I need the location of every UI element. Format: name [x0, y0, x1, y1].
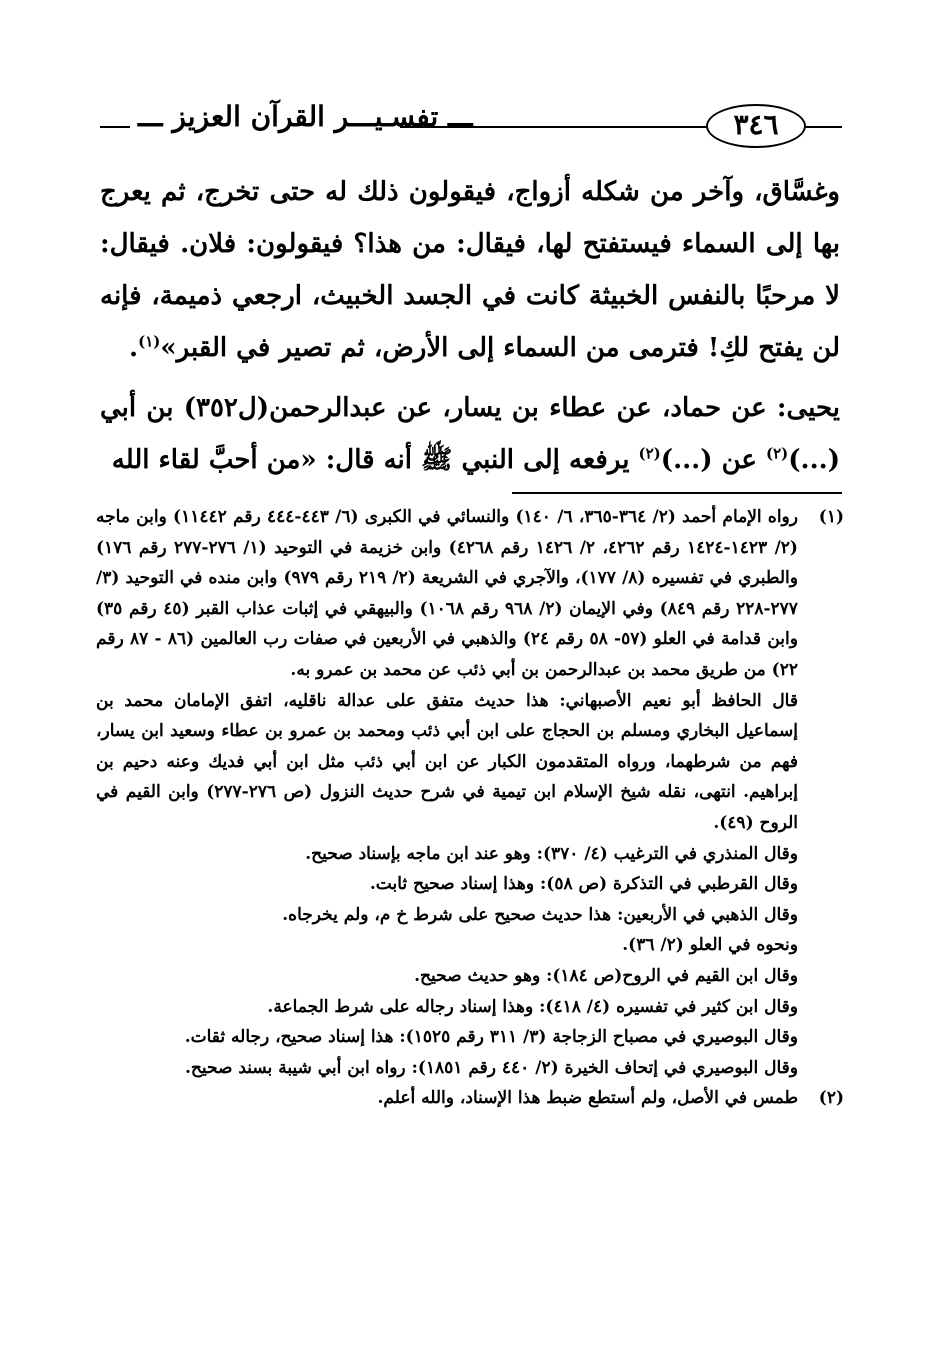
- footnote-1-line: رواه الإمام أحمد (٢/ ٣٦٤-٣٦٥، ٦/ ١٤٠) والنسائي في الكبرى (٦/ ٤٤٣-٤٤٤ رقم ١١٤٤٢) وابن ماجه (٢/ ١٤٢٣-١٤٢٤ رقم ٤٢٦٢، ٢/ ١٤٢٦ رقم ٤٢٦٨) وابن خزيمة في التوحيد (١/ ٢٧٦-٢٧٧ رقم ١٧٦) والطبري في تفسيره (٨/ ١٧٧)، والآجري في الشريعة (٢/ ٢١٩ رقم ٩٧٩) وابن منده في التوحيد (٣/ ٢٧٧-٢٢٨ رقم ٨٤٩) وفي الإيمان (٢/ ٩٦٨ رقم ١٠٦٨) والبيهقي في إثبات عذاب القبر (٤٥ رقم ٣٥) وابن قدامة في العلو (٥٧- ٥٨ رقم ٢٤) والذهبي في الأربعين في صفات رب العالمين (٨٦ - ٨٧ رقم ٢٢) من طريق محمد بن عبدالرحمن بن أبي ذئب عن محمد بن عمرو به.: [96, 507, 798, 680]
- header-rule-left: [100, 126, 130, 128]
- paragraph-2-text-c: يرفعه إلى النبي ﷺ أنه قال: «من أحبَّ لقاء الله: [111, 445, 639, 475]
- paragraph-2-text-a: عن حماد، عن عطاء بن يسار، عن عبدالرحمن(ل٣٥٢) بن أبي (...): [100, 393, 840, 475]
- footnote-2-number: (٢): [818, 1088, 844, 1109]
- footnote-ref-2b: (٢): [638, 444, 661, 463]
- footnote-1-number: (١): [818, 507, 844, 527]
- footnotes: [96, 502, 844, 1114]
- footnote-1-line: وقال المنذري في الترغيب (٤/ ٣٧٠): وهو عند ابن ماجه بإسناد صحيح.: [305, 843, 798, 864]
- footnote-2-text: طمس في الأصل، ولم أستطع ضبط هذا الإسناد، والله أعلم.: [377, 1088, 798, 1109]
- paragraph-2: [100, 382, 840, 486]
- paragraph-1: [100, 166, 840, 374]
- footnote-1-line: وقال الذهبي في الأربعين: هذا حديث صحيح على شرط خ م، ولم يخرجاه.: [282, 904, 798, 925]
- footnote-1-line: وقال البوصيري في إتحاف الخيرة (٢/ ٤٤٠ رقم ١٨٥١): رواه ابن أبي شيبة بسند صحيح.: [184, 1057, 798, 1078]
- footnote-1-line: قال الحافظ أبو نعيم الأصبهاني: هذا حديث متفق على عدالة ناقليه، اتفق الإمامان محمد بن إسماعيل البخاري ومسلم بن الحجاج على ابن أبي ذئب ومحمد بن عمرو بن عطاء وسعيد ابن يسار، فهم من شرطهما، ورواه المتقدمون الكبار عن ابن أبي ذئب مثل ابن أبي فديك وعنه دحيم بن إبراهيم. انتهى، نقله شيخ الإسلام ابن تيمية في شرح حديث النزول (ص ٢٧٦-٢٧٧) وابن القيم في الروح (٤٩).: [96, 690, 798, 833]
- speaker-name: يحيى:: [776, 393, 840, 423]
- paragraph-2-text-b: عن (...): [660, 445, 766, 475]
- footnote-1-line: وقال ابن القيم في الروح(ص ١٨٤): وهو حديث صحيح.: [414, 965, 798, 986]
- footnote-2: [96, 1083, 844, 1114]
- footnote-separator: [512, 492, 842, 494]
- header-rule-right: [804, 126, 842, 128]
- footnote-1-line: وقال القرطبي في التذكرة (ص ٥٨): وهذا إسناد صحيح ثابت.: [369, 874, 798, 895]
- paragraph-1-text: وغسَّاق، وآخر من شكله أزواج، فيقولون ذلك له حتى تخرج، ثم يعرج بها إلى السماء فيستفتح لها، فيقال: من هذا؟ فيقولون: فلان. فيقال: لا مرحبًا بالنفس الخبيثة كانت في الجسد الخبيث، ارجعي ذميمة، فإنه لن يفتح لكِ! فترمى من السماء إلى الأرض، ثم تصير في القبر»: [100, 177, 840, 363]
- footnote-1-line: وقال البوصيري في مصباح الزجاجة (٣/ ٣١١ رقم ١٥٢٥): هذا إسناد صحيح، رجاله ثقات.: [184, 1027, 798, 1048]
- page-number: ٣٤٦: [706, 104, 806, 148]
- running-title: ـــ تفسـيـــر القرآن العزيز ـــ: [138, 100, 473, 133]
- footnote-1: [96, 502, 844, 1083]
- footnote-1-line: ونحوه في العلو (٢/ ٣٦).: [622, 935, 798, 956]
- page-header: [100, 96, 842, 146]
- footnote-ref-2a: (٢): [765, 444, 789, 463]
- paragraph-1-end: .: [129, 333, 139, 363]
- footnote-1-line: وقال ابن كثير في تفسيره (٤/ ٤١٨): وهذا إسناد رجاله على شرط الجماعة.: [267, 996, 798, 1017]
- main-body-text: [100, 166, 840, 486]
- footnote-ref-1: (١): [138, 332, 161, 351]
